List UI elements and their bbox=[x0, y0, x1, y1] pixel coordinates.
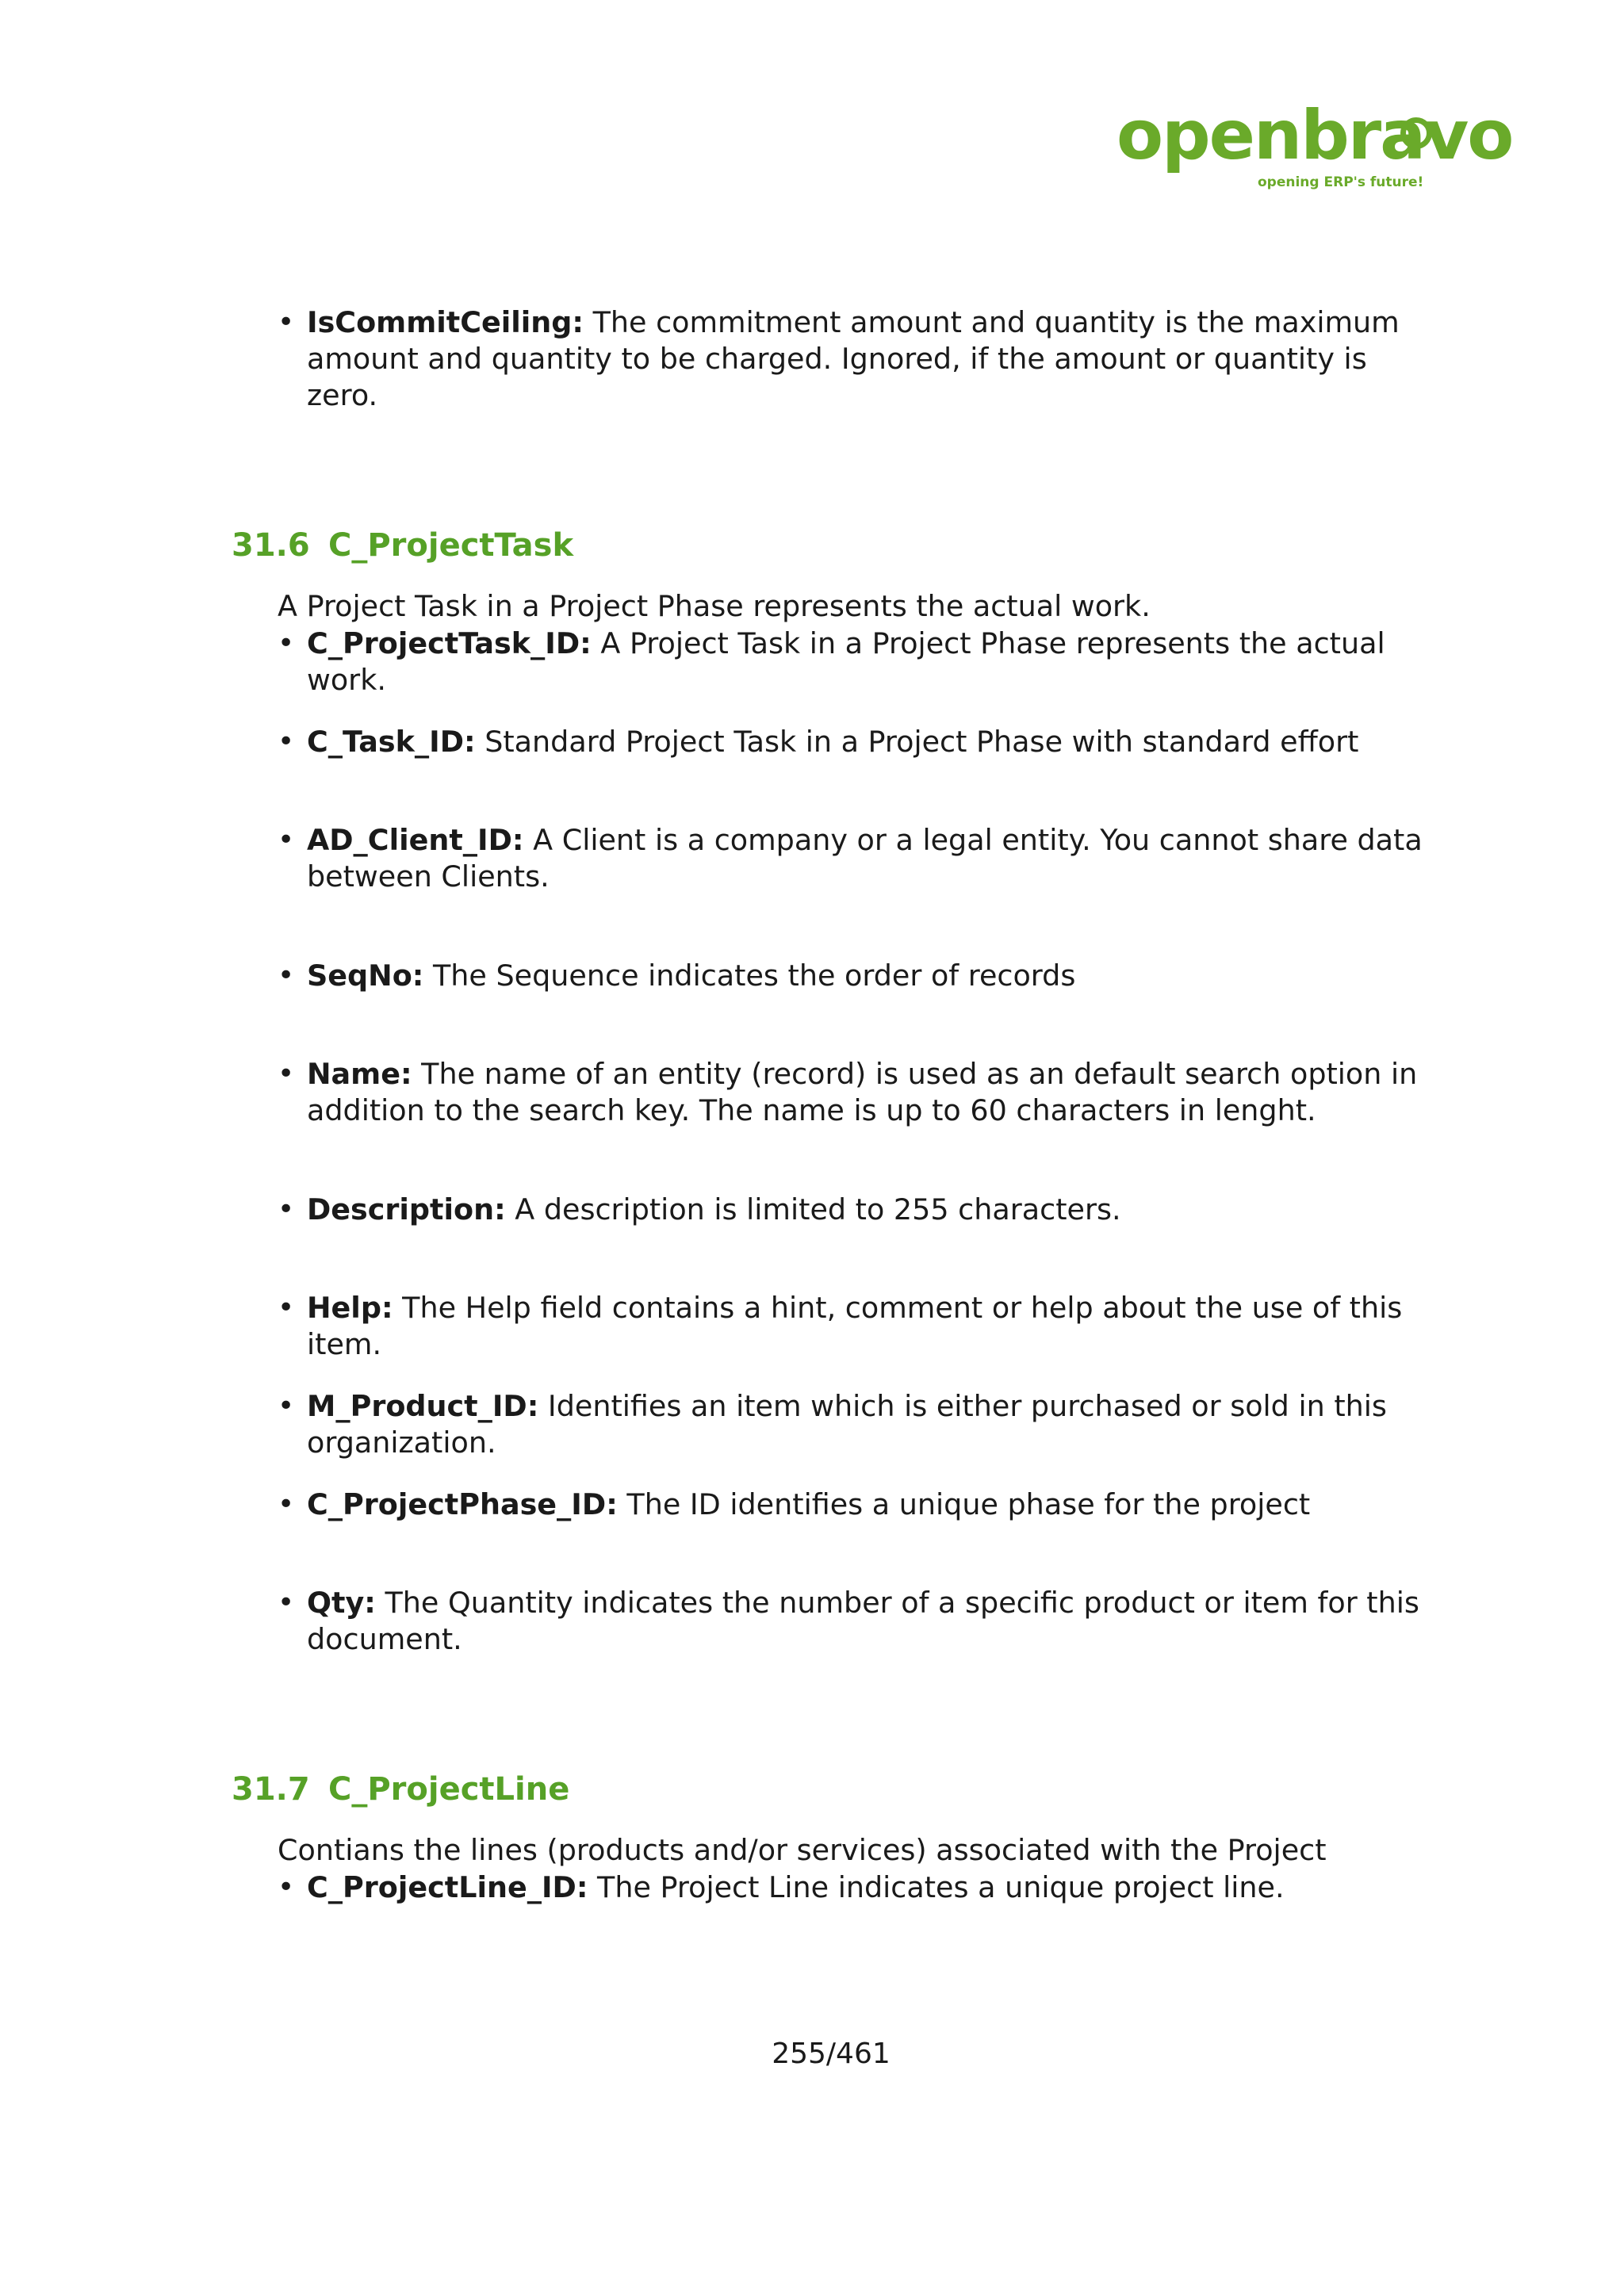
bullet: • bbox=[278, 1586, 295, 1619]
bullet: • bbox=[278, 1871, 295, 1904]
item-term: Name: bbox=[307, 1057, 412, 1091]
item-text: Standard Project Task in a Project Phase with standard effort bbox=[475, 725, 1359, 759]
item-text: The Sequence indicates the order of records bbox=[423, 959, 1076, 993]
section-heading bbox=[232, 1770, 569, 1809]
list-item bbox=[307, 1585, 1433, 1658]
item-text: Identifies an item which is either purchased or sold in this organization. bbox=[307, 1389, 1387, 1460]
bullet: • bbox=[278, 725, 295, 758]
page-number: 255/461 bbox=[772, 2038, 891, 2070]
item-term: C_Task_ID: bbox=[307, 725, 476, 759]
section-intro: A Project Task in a Project Phase represents the actual work. bbox=[278, 589, 1151, 623]
item-term: Qty: bbox=[307, 1586, 376, 1620]
item-text: A Project Task in a Project Phase represents the actual work. bbox=[307, 626, 1385, 697]
bullet: • bbox=[278, 627, 295, 660]
item-text: The ID identifies a unique phase for the project bbox=[617, 1487, 1311, 1521]
section-intro: Contians the lines (products and/or services) associated with the Project bbox=[278, 1833, 1327, 1867]
logo-wordmark: openbravo bbox=[1116, 96, 1513, 175]
bullet: • bbox=[278, 1488, 295, 1521]
bullet: • bbox=[278, 1058, 295, 1090]
list-item bbox=[307, 1056, 1433, 1129]
item-term: C_ProjectLine_ID: bbox=[307, 1870, 588, 1904]
bullet: • bbox=[278, 1292, 295, 1324]
section-heading bbox=[232, 526, 573, 565]
item-text: The Quantity indicates the number of a specific product or item for this document. bbox=[307, 1586, 1419, 1656]
item-term: Description: bbox=[307, 1192, 506, 1226]
section-title: C_ProjectTask bbox=[328, 527, 574, 564]
list-item bbox=[307, 1192, 1433, 1228]
logo-circle-icon bbox=[1400, 117, 1432, 149]
list-item bbox=[307, 1487, 1433, 1523]
item-text: The name of an entity (record) is used as an default search option in addition to the search key. The name is up to 60 characters in lenght. bbox=[307, 1057, 1418, 1127]
item-text: A description is limited to 255 characters. bbox=[505, 1192, 1121, 1226]
item-term: M_Product_ID: bbox=[307, 1389, 539, 1423]
list-item bbox=[307, 1388, 1433, 1461]
list-item bbox=[307, 1869, 1433, 1906]
openbravo-logo bbox=[1116, 96, 1513, 202]
list-item bbox=[307, 626, 1433, 698]
item-term: AD_Client_ID: bbox=[307, 823, 524, 857]
section-number: 31.6 bbox=[232, 527, 310, 564]
list-item bbox=[307, 958, 1433, 994]
item-text: The Help field contains a hint, comment or help about the use of this item. bbox=[307, 1291, 1403, 1361]
item-term: C_ProjectTask_ID: bbox=[307, 626, 592, 660]
bullet: • bbox=[278, 1390, 295, 1422]
item-text: The Project Line indicates a unique project line. bbox=[588, 1870, 1285, 1904]
list-item bbox=[307, 1290, 1433, 1363]
bullet: • bbox=[278, 824, 295, 856]
section-number: 31.7 bbox=[232, 1771, 310, 1808]
list-item bbox=[307, 304, 1433, 414]
bullet: • bbox=[278, 1193, 295, 1226]
item-term: SeqNo: bbox=[307, 959, 424, 993]
list-item bbox=[307, 822, 1433, 895]
item-text: A Client is a company or a legal entity. You cannot share data between Clients. bbox=[307, 823, 1423, 894]
section-title: C_ProjectLine bbox=[328, 1771, 570, 1808]
list-item bbox=[307, 724, 1433, 760]
bullet: • bbox=[278, 306, 295, 339]
logo-tagline: opening ERP's future! bbox=[1258, 174, 1424, 190]
item-term: C_ProjectPhase_ID: bbox=[307, 1487, 618, 1521]
item-term: Help: bbox=[307, 1291, 393, 1325]
item-term: IsCommitCeiling: bbox=[307, 305, 584, 339]
bullet: • bbox=[278, 959, 295, 992]
item-text: The commitment amount and quantity is the maximum amount and quantity to be charged. Ignored, if the amount or quantity is zero. bbox=[307, 305, 1400, 412]
